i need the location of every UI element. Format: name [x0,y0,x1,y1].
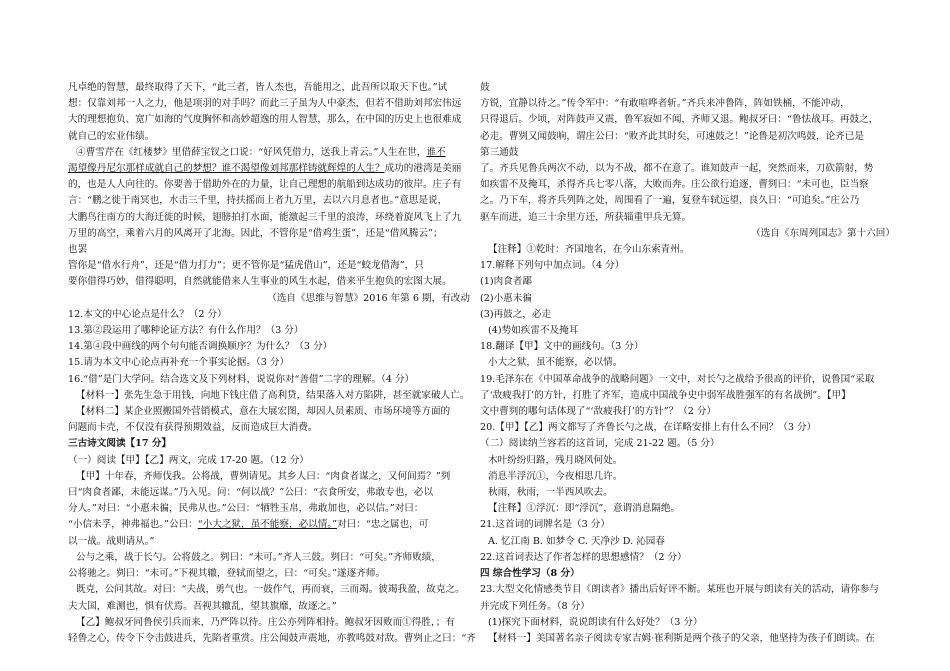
poem-annotation: 【注释】①浮沉：即“浮沉”，意谓消息隔绝。 [488,503,681,515]
essay-line: 的，也是人人向往的。你要善于借助外在的力量，让自己理想的航船到达成功的彼岸。庄子有 [68,179,462,191]
question-23: 23.大型文化情感类节目《朗读者》播出后好评不断。某班也开展与朗读有关的活动，请你参与 [480,584,880,596]
question-23-cont: 并完成下列任务。（8 分） [480,600,590,612]
essay-line: 要你借得巧妙，借得聪明，自然就能借来人生事业的风生水起，借来平生抱负的宏图大展。 [68,276,452,288]
essay-line: 想：仅靠刘邦一人之力，他是项羽的对手吗？而此三子虽为人中豪杰，但若不借助刘邦宏伟远 [68,98,462,110]
text-yi-source: （选自《东周列国志》第十六回） [751,227,895,239]
poem-line: 木叶纷纷归路，残月晓风何处。 [488,454,623,466]
text-yi-line: 之。乃下车，将齐兵列阵之处，周围看了一遍，复登车轼远望，良久日：“可追矣。”庄公乃 [480,195,860,207]
question-18: 18.翻译【甲】文中的画线句。（3 分） [480,341,644,353]
question-17-item: (2)小惠未徧 [480,292,532,304]
essay-paragraph-4 [68,145,470,161]
question-12: 12.本文的中心论点是什么？（2 分） [68,308,227,320]
question-19: 19.毛泽东在《中国革命战争的战略问题》一文中，对长勺之战给予很高的评价，说鲁国“采取 [480,373,875,385]
essay-line: 也罢 [68,244,88,256]
question-17: 17.解释下列句中加点词。（4 分） [480,260,625,272]
question-21: 21.这首词的词牌名是（3 分） [480,519,610,531]
subsection-1-heading: （一）阅读【甲】【乙】两文，完成 17-20 题。（12 分） [68,454,309,466]
right-column [480,80,895,647]
poem-line: 消息半浮沉①，今夜相思几许。 [488,470,623,482]
section-4-heading: 四 综合性学习（8 分） [480,568,580,580]
material-1: 【材料一】张先生急于用钱，向地下钱庄借了高利贷，结果落入对方陷阱，甚至就家破人亡。 [76,389,470,401]
question-17-item: (1)肉食者鄙 [480,276,532,288]
text-yi-line: 第三通鼓 [480,146,519,158]
underlined-sentence: 谁不 [426,146,446,158]
essay-line: 大的理想抱负、宽广如海的气度胸怀和高妙超逸的用人智慧，那么，在中国的历史上也很难成 [68,114,462,126]
question-16: 16.“借”是门大学问。结合选文及下列材料，说说你对“善借”二字的理解。（4 分） [68,373,415,385]
text-jia-line: 【甲】十年春，齐师伐我。公将战，曹刿请见。其乡人曰：“肉食者谋之，又何间焉？”刿 [76,470,451,482]
essay-line: 大鹏鸟往南方的大海迁徙的时候，翅膀拍打水面，能激起三千里的浪涛，环绕着旋风飞上了九 [68,211,462,223]
text-yi-line: 如疾雷不及掩耳，杀得齐兵七零八落，大败而奔。庄公欲行追逐，曹刿曰：“未可也，臣当察 [480,179,869,191]
question-19-cont: 了‘敌疲我打’的方针，打胜了齐军，造成中国战争史中弱军战胜强军的有名战例”。【甲】 [480,389,851,401]
question-13: 13.第②段运用了哪种论证方法？有什么作用？（3 分） [68,325,304,337]
text-jia-line: 以一战。战则请从。” [68,535,155,547]
section-3-heading: 三古诗文阅读【17 分】 [68,438,172,450]
underlined-sentence: 渴望像丹尼尔那样成就自己的梦想？谁不渴望像刘邦那样铸就辉煌的人生？ [68,163,385,175]
question-17-item: (3)再鼓之，必走 [480,308,552,320]
subsection-2-heading: （二）阅读纳兰容若的这首词，完成 21-22 题。（5 分） [480,438,720,450]
material-2-cont: 问题而卡壳，不仅没有获得预期效益，反而造成巨大消费。 [68,422,318,434]
question-19-cont: 文中曹刿的哪句话体现了“‘敌疲我打’的方针”？（2 分） [480,406,717,418]
text-jia-line: 公与之乘，战于长勺。公将鼓之。刿曰：“未可。”齐人三鼓。刿曰：“可矣。”齐师败绩， [76,551,441,563]
underlined-sentence: “小大之狱，虽不能察，必以情。” [197,519,338,531]
text-yi-line: 驱车而进，追三十余里方还，所获辎重甲兵无算。 [480,211,692,223]
text-jia-segment: “小信未孚，神弗福也。”公曰： [68,519,198,531]
question-15: 15.请为本文中心论点再补充一个事实论据。（3 分） [68,357,290,369]
left-column [68,80,476,647]
question-23-task: (1)探究下面材料，说说朗读有什么好处？（3 分） [488,616,703,628]
annotation: 【注释】①乾时：齐国地名，在今山东索青州。 [488,244,690,256]
text-jia-segment: 对曰：“忠之属也，可 [337,519,429,531]
material-2: 【材料二】某企业照搬国外营销模式，意在大展宏图，却因人员素质、市场环境等方面的 [76,406,451,418]
essay-source: （选自《思维与智慧》2016 年第 6 期，有改动 [267,292,470,304]
text-jia-line: 分人。”对曰：“小惠未徧，民弗从也。”公曰：“牺牲玉帛，弗敢加也，必以信。”对曰： [68,503,424,515]
essay-line [68,161,470,177]
essay-line: 管你是“借水行舟”，还是“借力打力”；更不管你是“猛虎借山”，还是“蛟龙借海”，只 [68,260,424,272]
question-18-sentence: 小大之狱，虽不能察，必以情。 [488,357,623,369]
poem-line: 秋雨，秋雨，一半西风吹去。 [488,487,613,499]
question-17-item: (4)势如疾雷不及掩耳 [488,325,579,337]
text-jia-line: 曰“肉食者鄙，未能远谋。”乃入见。问：“何以战？”公曰：“衣食所安，弗敢专也，必以 [68,487,434,499]
essay-text: 成功的港湾是美丽 [384,163,462,175]
text-jia-line [68,517,470,533]
text-yi-line: 鼓 [480,82,490,93]
text-jia-line: 公将驰之。刿曰：“未可。”下视其辙，登轼而望之，曰：“可矣。”遂逐齐师。 [68,568,386,580]
question-23-material: 【材料一】美国著名亲子阅读专家吉姆·崔利斯是两个孩子的父亲，他坚持为孩子们朗读。在 [488,632,875,644]
text-yi-line: 必走。曹刿又闻鼓响，谓庄公曰：“败齐此其时矣，可速鼓之！”论鲁是初次鸣鼓，论齐已是 [480,130,864,142]
text-jia-line: 夫大国，难测也，惧有伏焉。吾视其辙乱，望其旗靡，故逐之。” [68,600,337,612]
text-yi-line: 只得退后。少顷，对阵鼓声又震，鲁军寂如不闻，齐师又退。鲍叔牙曰：“鲁怯战耳。再鼓之， [480,114,879,126]
question-14: 14.第④段中画线的两个句句能否调换顺序？为什么？（3 分） [68,341,333,353]
question-22: 22.这首词表达了作者怎样的思想感情？（2 分） [480,551,687,563]
text-yi-line: 【乙】鲍叔牙同鲁侯引兵而来，乃严阵以待。庄公亦列阵相持。鲍叔牙因败而①得胜，；有 [76,616,455,628]
text-yi-line: 方锐，宜静以待之。”传令军中：“有敢喧哗者斩。”齐兵来冲鲁阵，阵如铁桶，不能冲动， [480,98,850,110]
text-jia-line: 既克，公问其故。对曰：“夫战，勇气也。一鼓作气，再而衰，三而竭。彼竭我盈，故克之。 [76,584,465,596]
question-21-options: A. 忆江南 B. 如梦令 C. 天净沙 D. 沁园春 [488,535,665,547]
essay-line: 凡卓绝的智慧，最终取得了天下，“此三者，皆人杰也，吾能用之，此吾所以取天下也。”试 [68,82,448,93]
essay-line: 言：“鹏之徙于南冥也，水击三千里，持扶摇而上者九万里，去以六月息者也。”意思是说， [68,195,448,207]
essay-line: 就自己的宏业伟绩。 [68,130,155,142]
essay-line: 万里的高空，乘着六月的风离开了北海。因此，不管你是“借鸡生蛋”，还是“借风腾云”； [68,227,443,239]
essay-text: ④曹雪芹在《红楼梦》里借薛宝钗之口说：“好风凭借力，送我上青云。”人生在世， [76,146,427,158]
text-yi-line: 轻鲁之心，传令下令击鼓进兵，先陷者重赏。庄公闻鼓声震地，亦教鸣鼓对敌。曹刿止之曰：“齐 [68,632,476,644]
question-20: 20.【甲】【乙】两文都写了齐鲁长勺之战，在详略安排上有什么不同？（3 分） [480,422,817,434]
text-yi-line: 了。齐兵见鲁兵两次不动，以为不战，都不在意了。谁知鼓声一起，突然而来，刀砍箭射，势 [480,163,874,175]
